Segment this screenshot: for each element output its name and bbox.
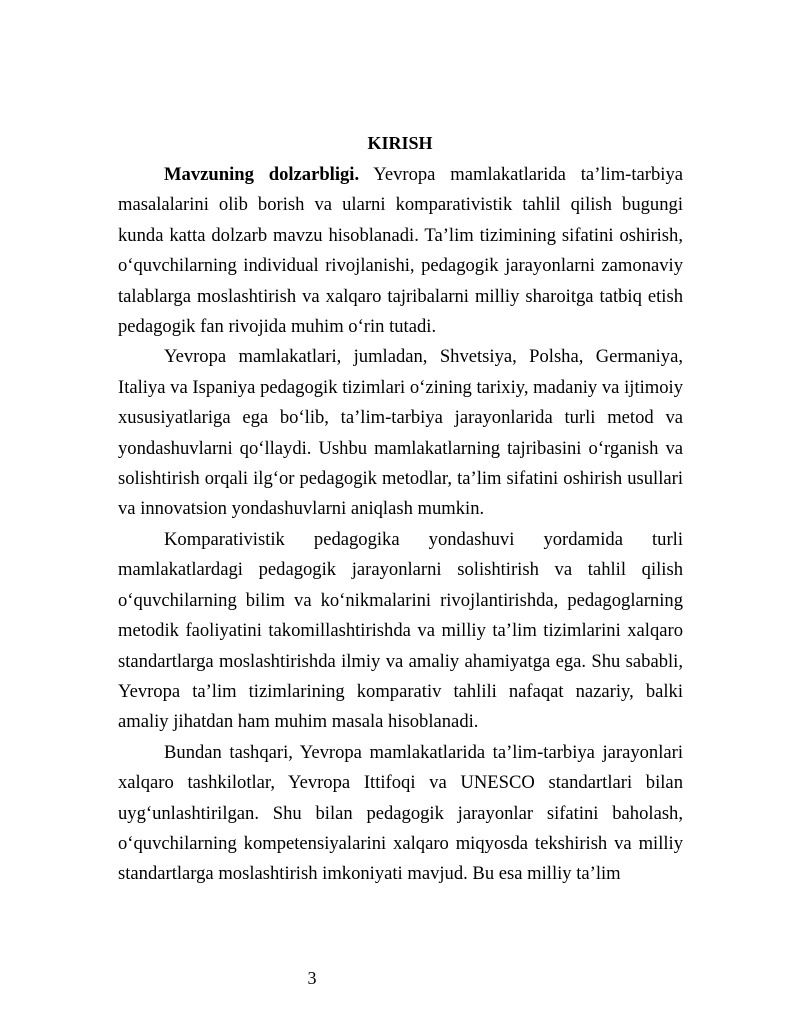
paragraph-text: Yevropa mamlakatlarida ta’lim-tarbiya masalalarini olib borish va ularni komparativistik tahlil qilish bugungi kunda katta dolzarb mavzu hisoblanadi. Ta’lim tizimining sifatini oshirish, o‘quvchilarning individual rivojlanishi, pedagogik jarayonlarni zamonaviy talablarga moslashtirish va xalqaro tajribalarni milliy sharoitga tatbiq etish pedagogik fan rivojida muhim o‘rin tutadi. [118,164,683,338]
page-number: 3 [307,968,317,988]
section-title: KIRISH [367,133,433,153]
paragraph-lead: Mavzuning dolzarbligi. [164,164,360,185]
body-text [118,160,683,890]
paragraph-european-countries: Yevropa mamlakatlari, jumladan, Shvetsiya, Polsha, Germaniya, Italiya va Ispaniya pedagogik tizimlari o‘zining tarixiy, madaniy va ijtimoiy xususiyatlariga ega bo‘lib, ta’lim-tarbiya jarayonlarida turli metod va yondashuvlarni qo‘llaydi. Ushbu mamlakatlarning tajribasini o‘rganish va solishtirish orqali ilg‘or pedagogik metodlar, ta’lim sifatini oshirish usullari va innovatsion yondashuvlarni aniqlash mumkin. [118,346,683,520]
paragraph-comparative-approach: Komparativistik pedagogika yondashuvi yordamida turli mamlakatlardagi pedagogik jarayonlarni solishtirish va tahlil qilish o‘quvchilarning bilim va ko‘nikmalarini rivojlantirishda, pedagoglarning metodik faoliyatini takomillashtirishda va milliy ta’lim tizimlarini xalqaro standartlarga moslashtirishda ilmiy va amaliy ahamiyatga ega. Shu sababli, Yevropa ta’lim tizimlarining komparativ tahlili nafaqat nazariy, balki amaliy jihatdan ham muhim masala hisoblanadi. [118,528,683,733]
paragraph-relevance [118,160,683,342]
paragraph-international-standards: Bundan tashqari, Yevropa mamlakatlarida ta’lim-tarbiya jarayonlari xalqaro tashkilotlar, Yevropa Ittifoqi va UNESCO standartlari bilan uyg‘unlashtirilgan. Shu bilan pedagogik jarayonlar sifatini baholash, o‘quvchilarning kompetensiyalarini xalqaro miqyosda tekshirish va milliy standartlarga moslashtirish imkoniyati mavjud. Bu esa milliy ta’lim [118,741,683,885]
